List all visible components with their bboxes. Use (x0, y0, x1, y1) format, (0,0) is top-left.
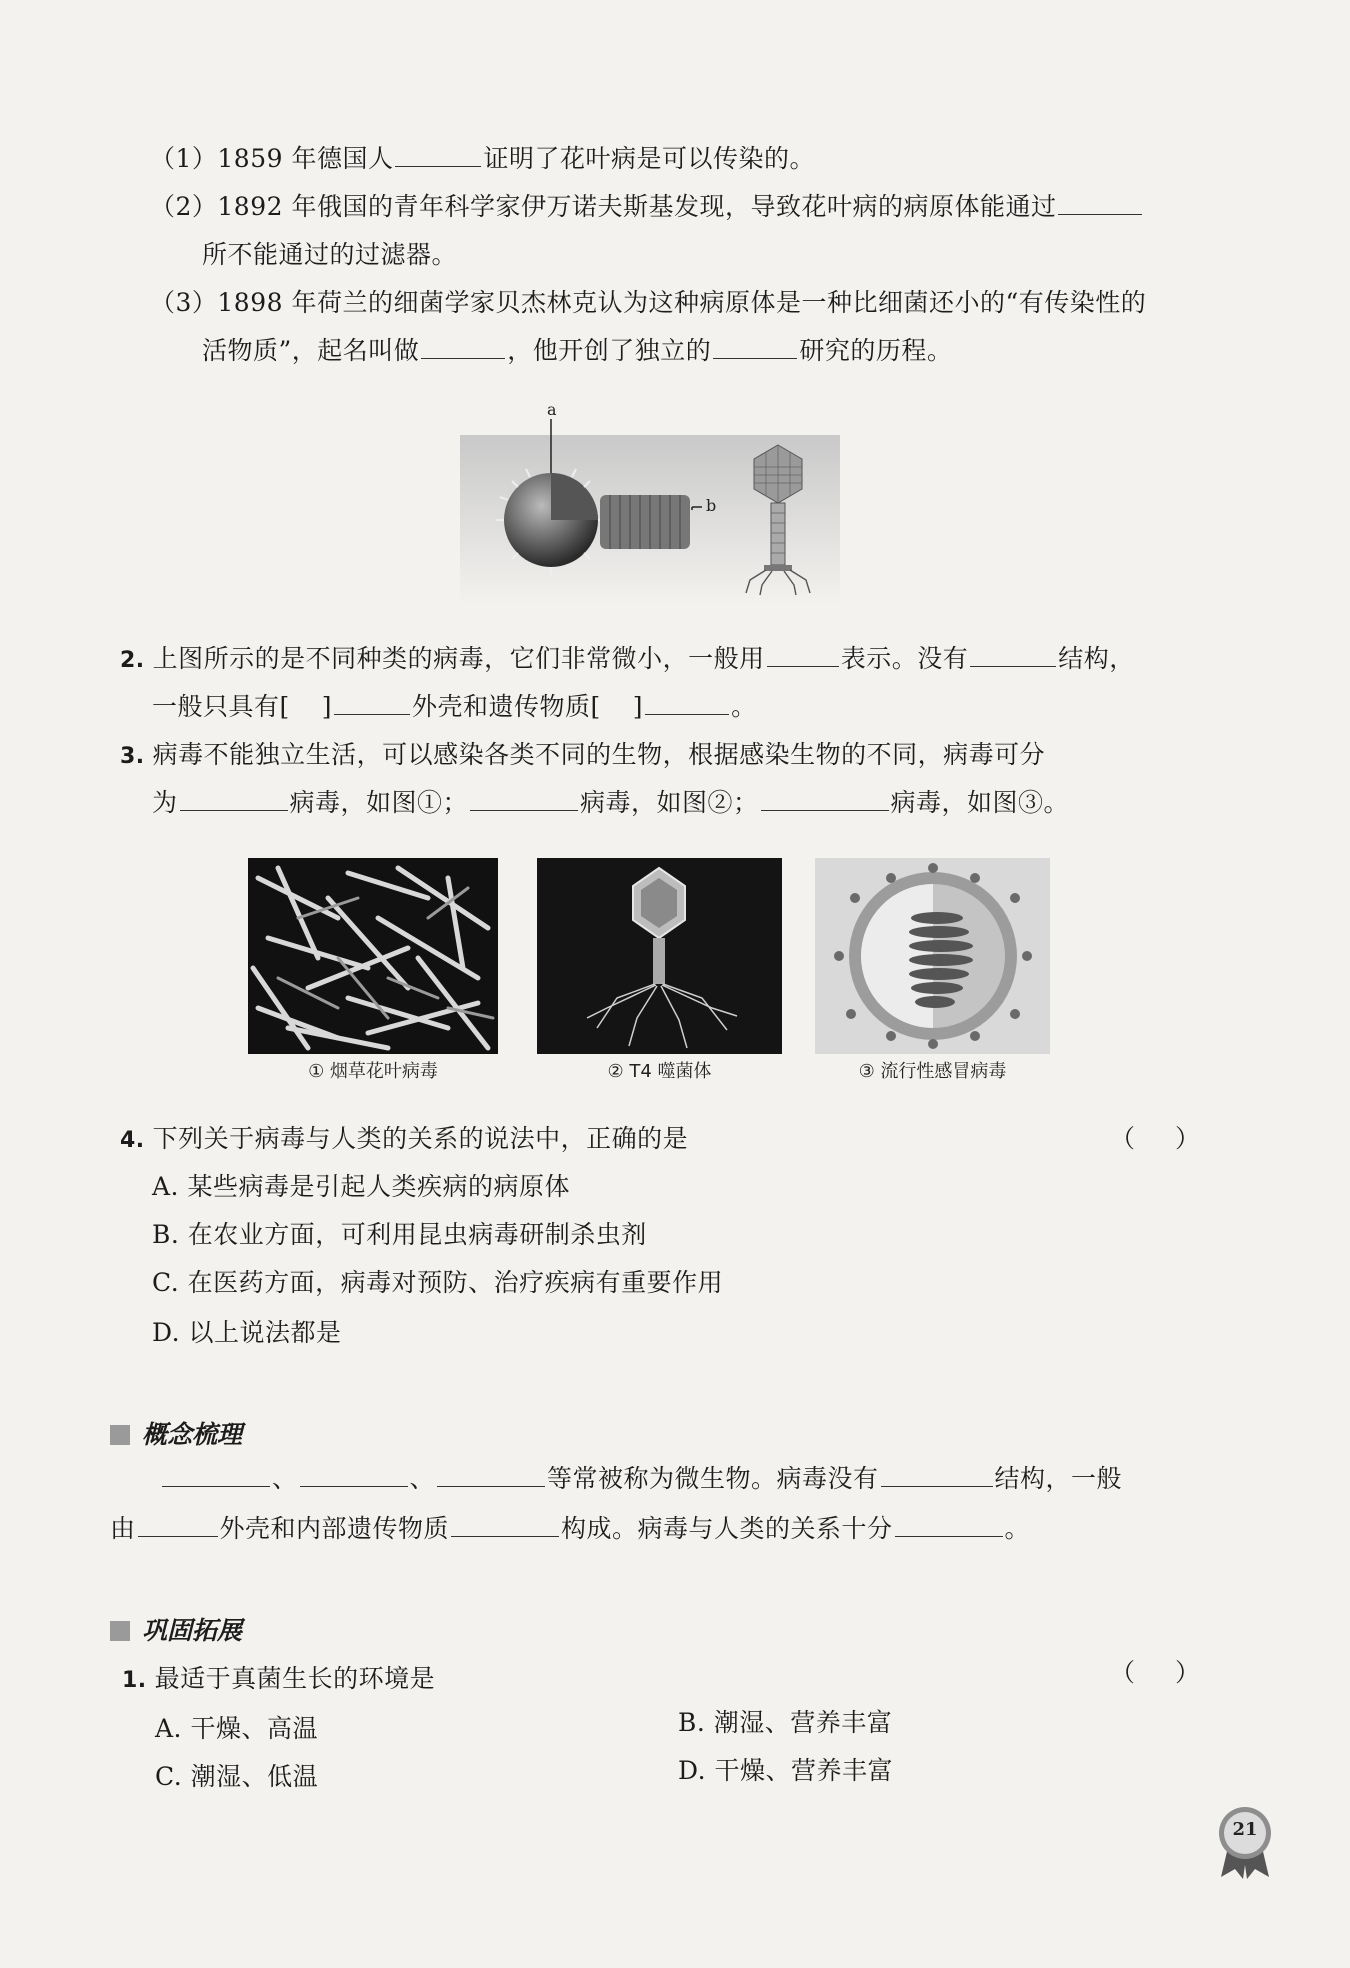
section-extend-title (110, 1614, 242, 1648)
page-number: 21 (1232, 1819, 1258, 1840)
q2-text-a1: 上图所示的是不同种类的病毒，它们非常微小，一般用 (152, 644, 765, 673)
ext-q1-option-b[interactable] (678, 1706, 892, 1740)
caption-1: ① 烟草花叶病毒 (308, 1061, 438, 1082)
answer-blank[interactable] (767, 642, 839, 667)
q2-number: 2. (120, 648, 145, 673)
answer-blank[interactable] (713, 334, 797, 359)
q3-line-2 (152, 786, 1069, 820)
ext-q1-option-c-text: C. 潮湿、低温 (155, 1762, 319, 1791)
q1-item-3-cont (202, 334, 952, 368)
q2-line-1 (120, 642, 1135, 678)
answer-blank[interactable] (395, 142, 481, 167)
q1-item-1-text-b: 证明了花叶病是可以传染的。 (483, 144, 815, 173)
answer-blank[interactable] (138, 1512, 218, 1537)
section-marker-icon (110, 1425, 130, 1445)
ext-q1-text: 最适于真菌生长的环境是 (154, 1664, 436, 1693)
ext-q1-option-b-text: B. 潮湿、营养丰富 (678, 1708, 893, 1737)
concept-text-2b: 外壳和内部遗传物质 (219, 1514, 450, 1543)
q3-text-b4: 病毒，如图③。 (890, 788, 1070, 817)
q1-item-2-text-b: 所不能通过的过滤器。 (202, 240, 458, 269)
q2-line-2 (152, 690, 757, 724)
answer-blank[interactable] (334, 690, 410, 715)
q1-item-1-text-a: （1）1859 年德国人 (150, 144, 394, 173)
section-extend-title-text: 巩固拓展 (142, 1616, 243, 1645)
q4-text: 下列关于病毒与人类的关系的说法中，正确的是 (152, 1124, 689, 1153)
virus-types-illustration (460, 395, 840, 605)
q1-item-1 (150, 142, 815, 176)
answer-blank[interactable] (421, 334, 505, 359)
q1-item-2-cont (202, 238, 457, 272)
t4-phage-image (537, 858, 782, 1054)
influenza-virus-image (815, 858, 1050, 1054)
q1-item-3-text-b3: 研究的历程。 (799, 336, 953, 365)
concept-sep-1: 、 (272, 1464, 298, 1493)
concept-text-1a: 等常被称为微生物。病毒没有 (547, 1464, 879, 1493)
q2-text-b4: ] (632, 692, 644, 721)
answer-blank[interactable] (761, 786, 889, 811)
q3-text-b2: 病毒，如图①； (289, 788, 469, 817)
q1-item-3 (150, 286, 1146, 320)
q4-option-b[interactable] (152, 1218, 647, 1252)
influenza-virus-photo (815, 858, 1050, 1054)
ext-q1-option-c[interactable] (155, 1760, 318, 1794)
concept-sep-2: 、 (409, 1464, 436, 1493)
ext-q1-option-d[interactable] (678, 1754, 893, 1788)
q2-text-b5: 。 (731, 692, 757, 721)
answer-blank[interactable] (1058, 190, 1142, 215)
answer-blank[interactable] (180, 786, 288, 811)
q3-number: 3. (120, 744, 145, 769)
label-b: b (706, 496, 717, 515)
q4-option-c-text: C. 在医药方面，病毒对预防、治疗疾病有重要作用 (152, 1268, 724, 1297)
q4-option-a[interactable] (152, 1170, 570, 1204)
answer-blank[interactable] (437, 1462, 545, 1487)
ext-q1-option-d-text: D. 干燥、营养丰富 (678, 1756, 894, 1785)
q2-text-b3: 外壳和遗传物质[ (412, 692, 601, 721)
q4-option-c[interactable] (152, 1266, 723, 1300)
concept-text-2a: 由 (110, 1514, 136, 1543)
ext-q1-paren-text: （） (1110, 1658, 1241, 1687)
q3-text-b3: 病毒，如图②； (580, 788, 759, 817)
concept-text-2c: 构成。病毒与人类的关系十分 (561, 1514, 893, 1543)
section-marker-icon (110, 1621, 130, 1641)
answer-blank[interactable] (162, 1462, 270, 1487)
q4-paren-text: （） (1110, 1124, 1241, 1153)
q2-text-a2: 表示。没有 (840, 644, 969, 673)
concept-text-2d: 。 (1004, 1514, 1031, 1543)
q4-option-b-text: B. 在农业方面，可利用昆虫病毒研制杀虫剂 (152, 1220, 647, 1249)
ribbon-medal-icon (1215, 1805, 1275, 1881)
label-slot[interactable] (603, 691, 631, 715)
q1-item-3-text-a: （3）1898 年荷兰的细菌学家贝杰林克认为这种病原体是一种比细菌还小的“有传染性的 (150, 288, 1147, 317)
answer-blank[interactable] (451, 1512, 559, 1537)
q3-line-1 (120, 738, 1045, 774)
q4-answer-paren[interactable] (1110, 1122, 1240, 1156)
q2-text-a3: 结构， (1058, 644, 1135, 673)
q2-text-b1: 一般只具有[ (152, 692, 290, 721)
ext-q1-option-a[interactable] (155, 1712, 318, 1746)
section-concept-title-text: 概念梳理 (142, 1420, 243, 1449)
q3-text-a: 病毒不能独立生活，可以感染各类不同的生物，根据感染生物的不同，病毒可分 (152, 740, 1046, 769)
ext-q1-answer-paren[interactable] (1110, 1656, 1240, 1690)
section-concept-title (110, 1418, 242, 1452)
caption-2: ② T4 噬菌体 (607, 1061, 712, 1082)
answer-blank[interactable] (881, 1462, 993, 1487)
tobacco-mosaic-virus-image (248, 858, 498, 1054)
answer-blank[interactable] (470, 786, 578, 811)
q4-number: 4. (120, 1128, 145, 1153)
q1-item-2 (150, 190, 1144, 224)
concept-line-2 (110, 1512, 1030, 1546)
caption-3: ③ 流行性感冒病毒 (858, 1061, 1007, 1082)
q1-item-3-text-b1: 活物质”，起名叫做 (202, 336, 420, 365)
q1-item-2-text-a: （2）1892 年俄国的青年科学家伊万诺夫斯基发现，导致花叶病的病原体能通过 (150, 192, 1057, 221)
answer-blank[interactable] (970, 642, 1056, 667)
ext-q1-option-a-text: A. 干燥、高温 (155, 1714, 318, 1743)
tobacco-mosaic-virus-photo (248, 858, 498, 1054)
q1-item-3-text-b2: ，他开创了独立的 (507, 336, 712, 365)
virus-types-figure (460, 395, 840, 605)
t4-phage-photo (537, 858, 782, 1054)
q3-text-b1: 为 (152, 788, 178, 817)
q4-option-d-text: D. 以上说法都是 (152, 1318, 342, 1347)
answer-blank[interactable] (895, 1512, 1003, 1537)
label-a: a (547, 400, 557, 419)
concept-line-1 (160, 1462, 1122, 1496)
answer-blank[interactable] (300, 1462, 408, 1487)
label-slot[interactable] (292, 691, 320, 715)
page-number-badge (1215, 1805, 1275, 1881)
q4-stem (120, 1122, 688, 1158)
answer-blank[interactable] (645, 690, 729, 715)
concept-text-1b: 结构，一般 (994, 1464, 1123, 1493)
ext-q1-number: 1. (122, 1668, 147, 1693)
q4-option-a-text: A. 某些病毒是引起人类疾病的病原体 (152, 1172, 570, 1201)
q4-option-d[interactable] (152, 1316, 342, 1350)
ext-q1-stem (122, 1662, 435, 1698)
q2-text-b2: ] (321, 692, 333, 721)
